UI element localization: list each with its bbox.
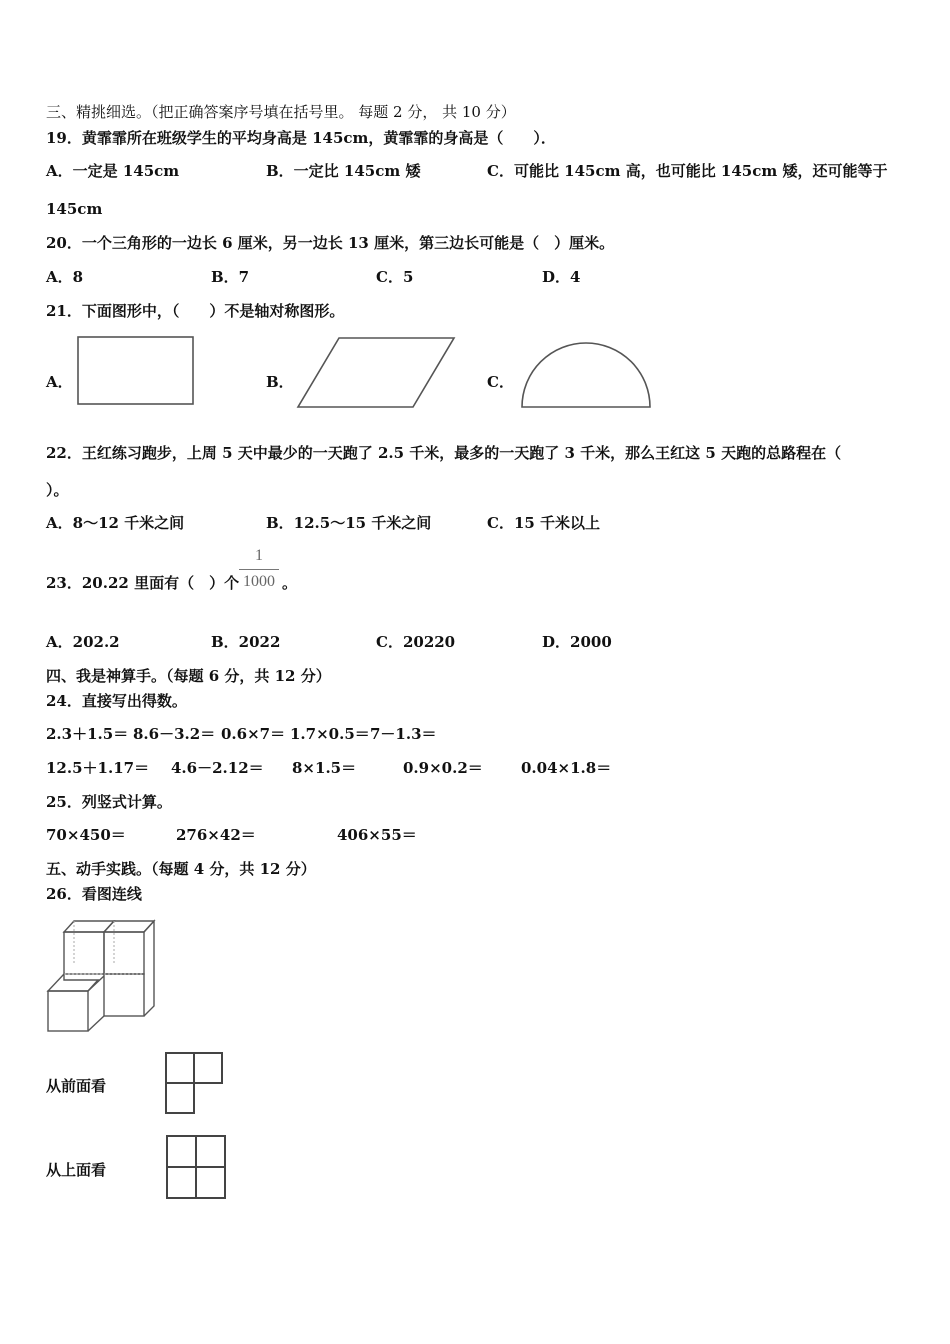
q20-option-c: C．5	[376, 268, 414, 286]
q22-option-c: C．15 千米以上	[487, 514, 601, 532]
section4-title: 四、我是神算手。（每题 6 分，共 12 分）	[46, 667, 331, 685]
q24-item: 1.7×0.5＝	[290, 725, 370, 743]
q23-option-a: A．202.2	[46, 633, 120, 651]
q23-option-b: B．2022	[211, 633, 281, 651]
q20-option-b: B．7	[211, 268, 250, 286]
rectangle-figure	[76, 335, 196, 407]
fraction-bar	[239, 569, 279, 570]
q25-item: 406×55＝	[337, 826, 417, 844]
q22-stem: 22．王红练习跑步，上周 5 天中最少的一天跑了 2.5 千米，最多的一天跑了 3 千米，那么王红这 5 天跑的总路程在（	[46, 444, 842, 462]
q19-stem: 19．黄霏霏所在班级学生的平均身高是 145cm，黄霏霏的身高是（ ）．	[46, 129, 556, 147]
q23-option-d: D．2000	[542, 633, 612, 651]
q21-option-b: B．	[266, 373, 294, 391]
q19-option-c-continued: 145cm	[46, 200, 103, 218]
q19-option-b: B．一定比 145cm 矮	[266, 162, 421, 180]
q24-item: 4.6－2.12＝	[171, 759, 264, 777]
q24-item: 2.3＋1.5＝	[46, 725, 129, 743]
q22-stem-continued: ）。	[46, 481, 69, 499]
q23-option-c: C．20220	[376, 633, 456, 651]
q24-item: 7－1.3＝	[370, 725, 437, 743]
view-front-label: 从前面看	[46, 1077, 107, 1095]
q24-item: 8×1.5＝	[292, 759, 357, 777]
q20-option-d: D．4	[542, 268, 581, 286]
q26-stem: 26．看图连线	[46, 885, 142, 903]
q19-option-a: A．一定是 145cm	[46, 162, 180, 180]
q24-item: 12.5＋1.17＝	[46, 759, 150, 777]
section5-title: 五、动手实践。（每题 4 分，共 12 分）	[46, 860, 316, 878]
q24-item: 8.6－3.2＝	[133, 725, 216, 743]
front-view-figure	[163, 1050, 225, 1116]
top-view-figure	[164, 1133, 228, 1201]
q23-stem: 23．20.22 里面有（ ）个	[46, 574, 240, 592]
parallelogram-figure	[296, 336, 458, 410]
q24-stem: 24．直接写出得数。	[46, 692, 187, 710]
q24-item: 0.6×7＝	[221, 725, 286, 743]
q21-option-a: A．	[46, 373, 73, 391]
section3-title: 三、精挑细选。（把正确答案序号填在括号里。 每题 2 分， 共 10 分）	[46, 103, 516, 121]
q25-item: 70×450＝	[46, 826, 126, 844]
view-top-label: 从上面看	[46, 1161, 107, 1179]
q20-option-a: A．8	[46, 268, 84, 286]
q20-stem: 20．一个三角形的一边长 6 厘米，另一边长 13 厘米，第三边长可能是（ ）厘米。	[46, 234, 615, 252]
q22-option-b: B．12.5～15 千米之间	[266, 514, 432, 532]
q21-stem: 21．下面图形中，（ ）不是轴对称图形。	[46, 302, 345, 320]
q21-option-c: C．	[487, 373, 514, 391]
cube-stack-figure	[46, 918, 156, 1034]
q24-item: 0.04×1.8＝	[521, 759, 612, 777]
q19-option-c: C．可能比 145cm 高，也可能比 145cm 矮，还可能等于	[487, 162, 888, 180]
q25-stem: 25．列竖式计算。	[46, 793, 172, 811]
q22-option-a: A．8～12 千米之间	[46, 514, 185, 532]
q24-item: 0.9×0.2＝	[403, 759, 483, 777]
fraction-numerator: 1	[255, 547, 263, 564]
q25-item: 276×42＝	[176, 826, 256, 844]
semicircle-figure	[519, 340, 655, 410]
q23-stem-end: 。	[282, 574, 298, 592]
fraction-denominator: 1000	[243, 573, 275, 590]
